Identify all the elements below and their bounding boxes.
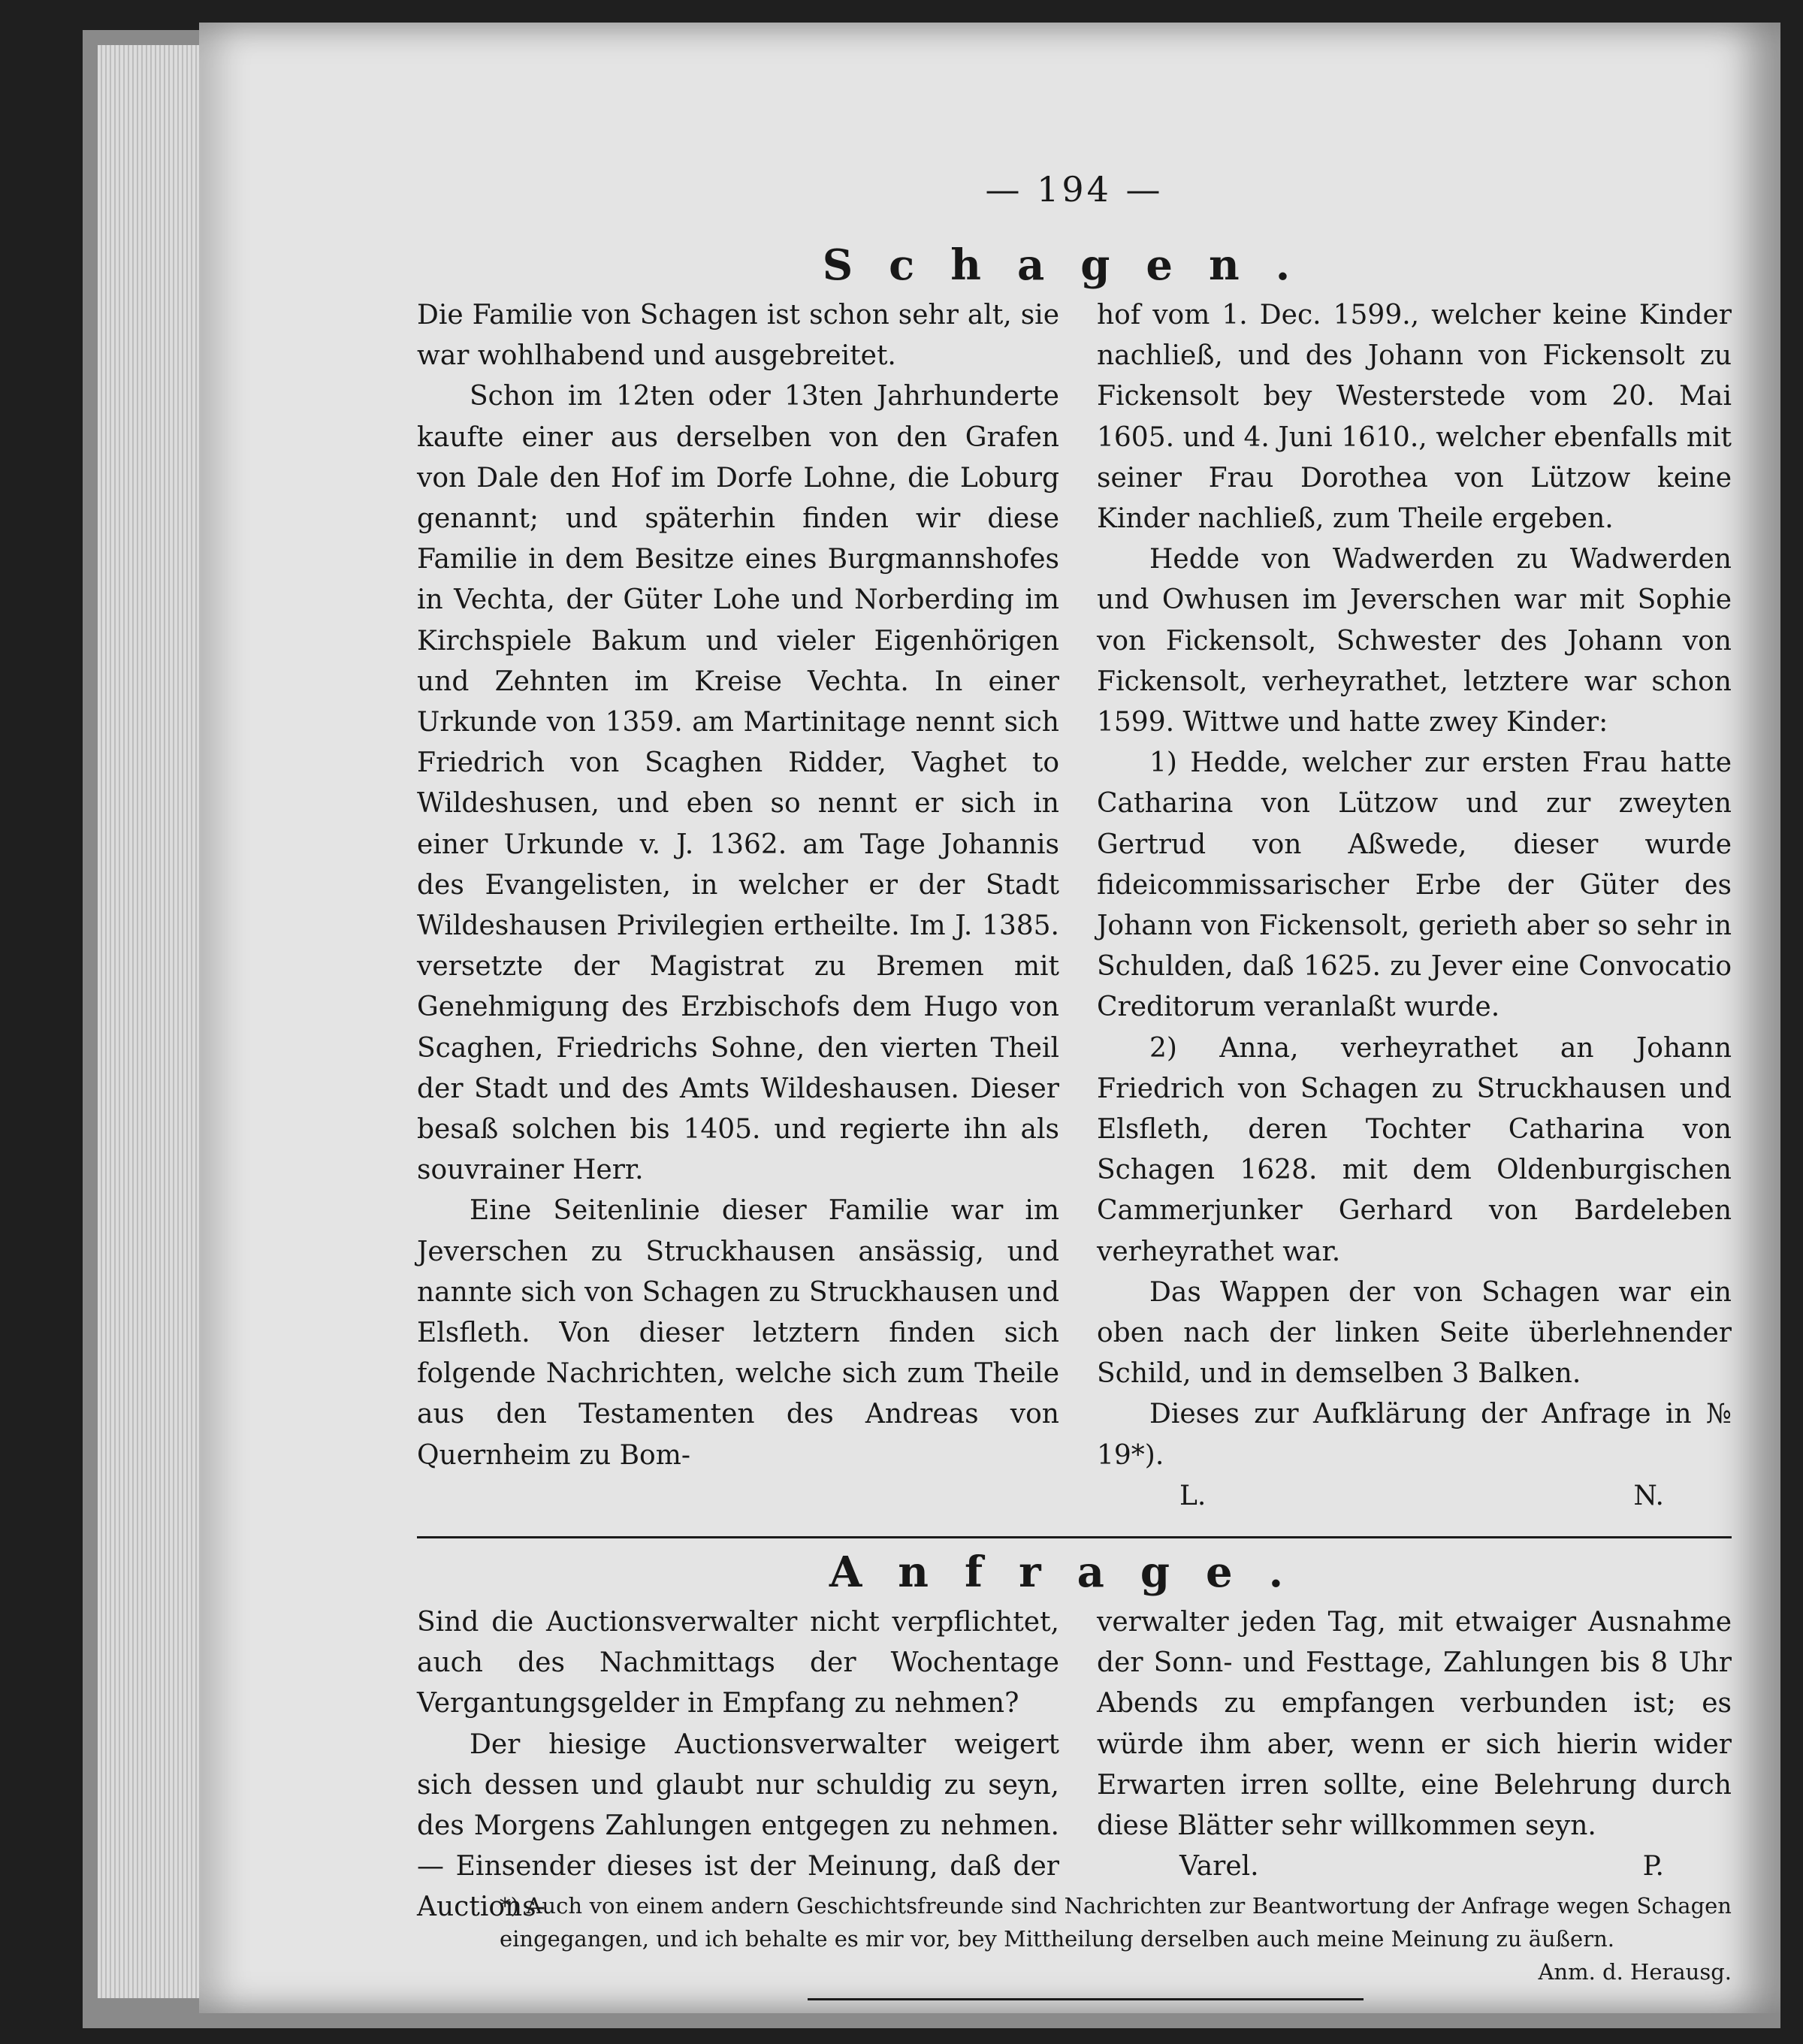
paragraph: 1) Hedde, welcher zur ersten Frau hatte Catharina von Lützow und zur zweyten Gertrud von Aßwede, dieser wurde fideicommissarischer Erbe der Güter des Johann von Fickensolt, gerieth aber so sehr in Schulden, daß 1625. zu Jever eine Convocatio Creditorum veranlaßt wurde. <box>1097 747 1732 1023</box>
section-divider <box>417 1536 1732 1538</box>
paragraph: Eine Seitenlinie dieser Familie war im Jeverschen zu Struckhausen ansässig, und nannte sich von Schagen zu Struckhausen und Elsfleth. Von dieser letztern finden sich folgende Nachrichten, welche sich zum Theile aus den Testamenten des Andreas von Quernheim zu Bom- <box>417 1195 1059 1471</box>
page-content <box>417 169 1732 1985</box>
footnote-text: *) Auch von einem andern Geschichtsfreunde sind Nachrichten zur Beantwortung der Anfrage wegen Schagen eingegangen, und ich behalte es mir vor, bey Mittheilung derselben auch meine Meinung zu äußern. <box>500 1893 1732 1952</box>
page-edges <box>98 45 203 1998</box>
paragraph: Hedde von Wadwerden zu Wadwerden und Owhusen im Jeverschen war mit Sophie von Fickensolt, Schwester des Johann von Fickensolt, verheyrathet, letztere war schon 1599. Wittwe und hatte zwey Kinder: <box>1097 544 1732 738</box>
schagen-column-left <box>417 295 1059 1476</box>
footnote-rule <box>808 1998 1364 2000</box>
signature-right: N. <box>1633 1480 1664 1511</box>
paragraph: 2) Anna, verheyrathet an Johann Friedrich von Schagen zu Struckhausen und Elsfleth, deren Tochter Catharina von Schagen 1628. mit dem Oldenburgischen Cammerjunker Gerhard von Bardeleben verheyrathet war. <box>1097 1032 1732 1267</box>
anfrage-column-left <box>417 1602 1059 1928</box>
signature <box>1097 1846 1732 1887</box>
footnote-signature: Anm. d. Herausg. <box>1538 1959 1732 1985</box>
signature-left: L. <box>1179 1480 1207 1511</box>
footnote <box>500 1889 1732 1988</box>
paragraph: Dieses zur Aufklärung der Anfrage in № 19*). <box>1097 1399 1732 1471</box>
section-title-anfrage: Anfrage. <box>829 1547 1320 1597</box>
section-title-schagen: Schagen. <box>822 240 1327 290</box>
signature <box>1097 1476 1732 1517</box>
paragraph: Schon im 12ten oder 13ten Jahrhunderte kaufte einer aus derselben von den Grafen von Dale den Hof im Dorfe Lohne, die Loburg genannt; und späterhin finden wir diese Familie in dem Besitze eines Burgmannshofes in Vechta, der Güter Lohe und Norberding im Kirchspiele Bakum und vieler Eigenhörigen und Zehnten im Kreise Vechta. In einer Urkunde von 1359. am Martinitage nennt sich Friedrich von Scaghen Ridder, Vaghet to Wildeshusen, und eben so nennt er sich in einer Urkunde v. J. 1362. am Tage Johannis des Evangelisten, in welcher er der Stadt Wildeshausen Privilegien ertheilte. Im J. 1385. versetzte der Magistrat zu Bremen mit Genehmigung des Erzbischofs dem Hugo von Scaghen, Friedrichs Sohne, den vierten Theil der Stadt und des Amts Wildeshausen. Dieser besaß solchen bis 1405. und regierte ihn als souvrainer Herr. <box>417 381 1059 1186</box>
paragraph: Sind die Auctionsverwalter nicht verpflichtet, auch des Nachmittags der Wochentage Vergantungsgelder in Empfang zu nehmen? <box>417 1607 1059 1719</box>
anfrage-column-right <box>1097 1602 1732 1887</box>
paragraph: hof vom 1. Dec. 1599., welcher keine Kinder nachließ, und des Johann von Fickensolt zu Fickensolt bey Westerstede vom 20. Mai 1605. und 4. Juni 1610., welcher ebenfalls mit seiner Frau Dorothea von Lützow keine Kinder nachließ, zum Theile ergeben. <box>1097 300 1732 535</box>
paragraph: Die Familie von Schagen ist schon sehr alt, sie war wohlhabend und ausgebreitet. <box>417 300 1059 372</box>
signature-right: P. <box>1642 1851 1664 1882</box>
signature-left: Varel. <box>1179 1851 1259 1882</box>
paragraph: Das Wappen der von Schagen war ein oben nach der linken Seite überlehnender Schild, und in demselben 3 Balken. <box>1097 1276 1732 1390</box>
paragraph: verwalter jeden Tag, mit etwaiger Ausnahme der Sonn- und Festtage, Zahlungen bis 8 Uhr Abends zu empfangen verbunden ist; es würde ihm aber, wenn er sich hierin wider Erwarten irren sollte, eine Belehrung durch diese Blätter sehr willkommen seyn. <box>1097 1607 1732 1842</box>
page-number: — 194 — <box>985 169 1164 210</box>
paragraph: Der hiesige Auctionsverwalter weigert sich dessen und glaubt nur schuldig zu seyn, des Morgens Zahlungen entgegen zu nehmen. — Einsender dieses ist der Meinung, daß der Auctions- <box>417 1728 1059 1923</box>
schagen-column-right <box>1097 295 1732 1517</box>
